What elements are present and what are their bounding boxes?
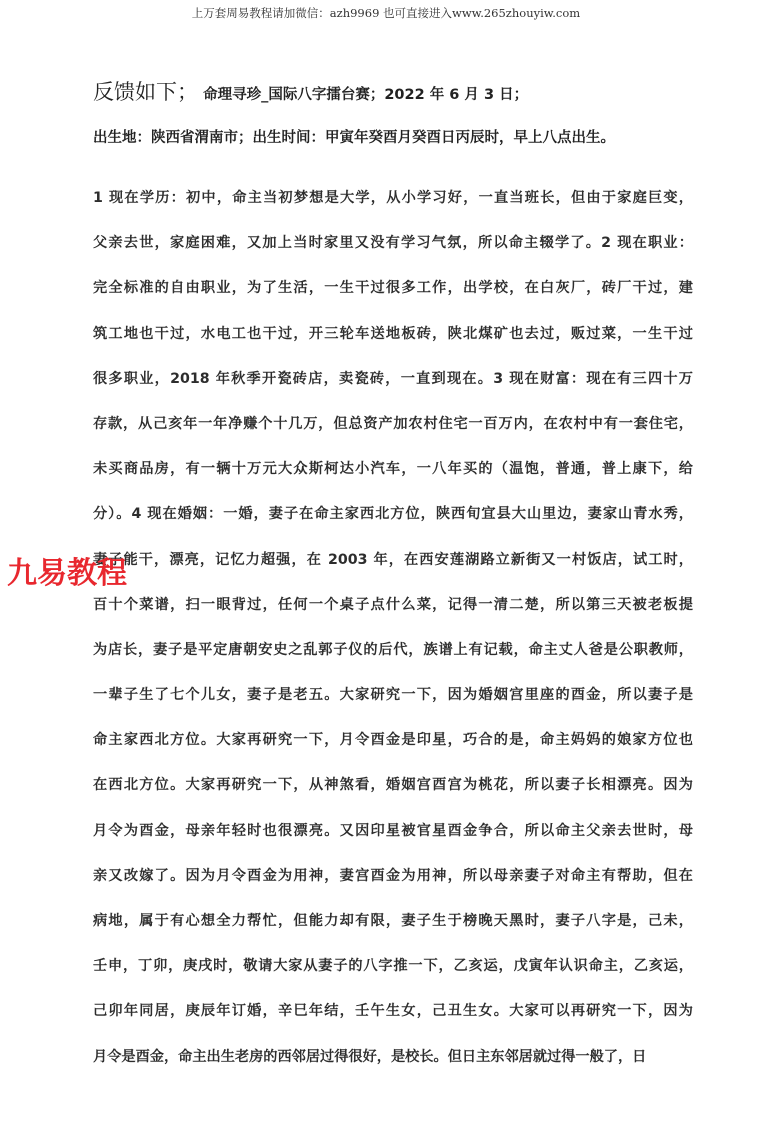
text-line: 父亲去世，家庭困难，又加上当时家里又没有学习气氛，所以命主辍学了。2 现在职业：: [93, 235, 693, 252]
watermark-logo: 九易教程: [7, 556, 127, 591]
text-line: 未买商品房，有一辆十万元大众斯柯达小汽车，一八年买的（温饱，普通，普上康下，给: [93, 461, 693, 478]
body-paragraph: [93, 187, 693, 1091]
top-banner: 上万套周易教程请加微信：azh9969 也可直接进入www.265zhouyiw.com: [191, 6, 581, 20]
text-line: 完全标准的自由职业，为了生活，一生干过很多工作，出学校，在白灰厂，砖厂干过，建: [93, 280, 693, 297]
text-line: 1 现在学历：初中，命主当初梦想是大学，从小学习好，一直当班长，但由于家庭巨变，: [93, 190, 693, 206]
text-line: 己卯年同居，庚辰年订婚，辛巳年结，壬午生女，己丑生女。大家可以再研究一下，因为: [93, 1003, 693, 1020]
text-line: 一辈子生了七个儿女，妻子是老五。大家研究一下，因为婚姻宫里座的酉金，所以妻子是: [93, 687, 693, 704]
text-line: 月令是酉金，命主出生老房的西邻居过得很好，是校长。但日主东邻居就过得一般了，日: [93, 1048, 647, 1065]
text-line: 亲又改嫁了。因为月令酉金为用神，妻宫酉金为用神，所以母亲妻子对命主有帮助，但在: [93, 867, 693, 884]
text-line: 筑工地也干过，水电工也干过，开三轮车送地板砖，陕北煤矿也去过，贩过菜，一生干过: [93, 325, 693, 342]
text-line: 月令为酉金，母亲年轻时也很漂亮。又因印星被官星酉金争合，所以命主父亲去世时，母: [93, 822, 693, 839]
text-line: 百十个菜谱，扫一眼背过，任何一个桌子点什么菜，记得一清二楚，所以第三天被老板提: [93, 596, 693, 613]
text-line: 病地，属于有心想全力帮忙，但能力却有限，妻子生于榜晚天黑时，妻子八字是，己未，: [93, 913, 693, 929]
birth-info: 出生地：陕西省渭南市；出生时间：甲寅年癸酉月癸酉日丙辰时，早上八点出生。: [93, 130, 615, 146]
text-line: 妻子能干，漂亮，记忆力超强，在 2003 年，在西安莲湖路立新街又一村饭店，试工时，: [93, 551, 693, 568]
text-line: 很多职业，2018 年秋季开瓷砖店，卖瓷砖，一直到现在。3 现在财富：现在有三四十万: [93, 370, 693, 387]
title-line: [93, 76, 693, 108]
text-line: 壬申，丁卯，庚戌时，敬请大家从妻子的八字推一下，乙亥运，戊寅年认识命主，乙亥运，: [93, 958, 693, 975]
text-line: 命主家西北方位。大家再研究一下，月令酉金是印星，巧合的是，命主妈妈的娘家方位也: [93, 732, 693, 749]
text-line: 分）。4 现在婚姻：一婚，妻子在命主家西北方位，陕西旬宜县大山里边，妻家山青水秀，: [93, 506, 693, 523]
text-line: 为店长，妻子是平定唐朝安史之乱郭子仪的后代，族谱上有记载，命主丈人爸是公职教师，: [93, 641, 693, 658]
title-subtitle: 命理寻珍_国际八字擂台赛；2022 年 6 月 3 日；: [203, 87, 529, 103]
document-body: [93, 76, 693, 1091]
page-title: 反馈如下；: [93, 80, 198, 104]
text-line: 存款，从己亥年一年净赚个十几万，但总资产加农村住宅一百万内，在农村中有一套住宅，: [93, 415, 693, 432]
text-line: 在西北方位。大家再研究一下，从神煞看，婚姻宫酉宫为桃花，所以妻子长相漂亮。因为: [93, 777, 693, 794]
